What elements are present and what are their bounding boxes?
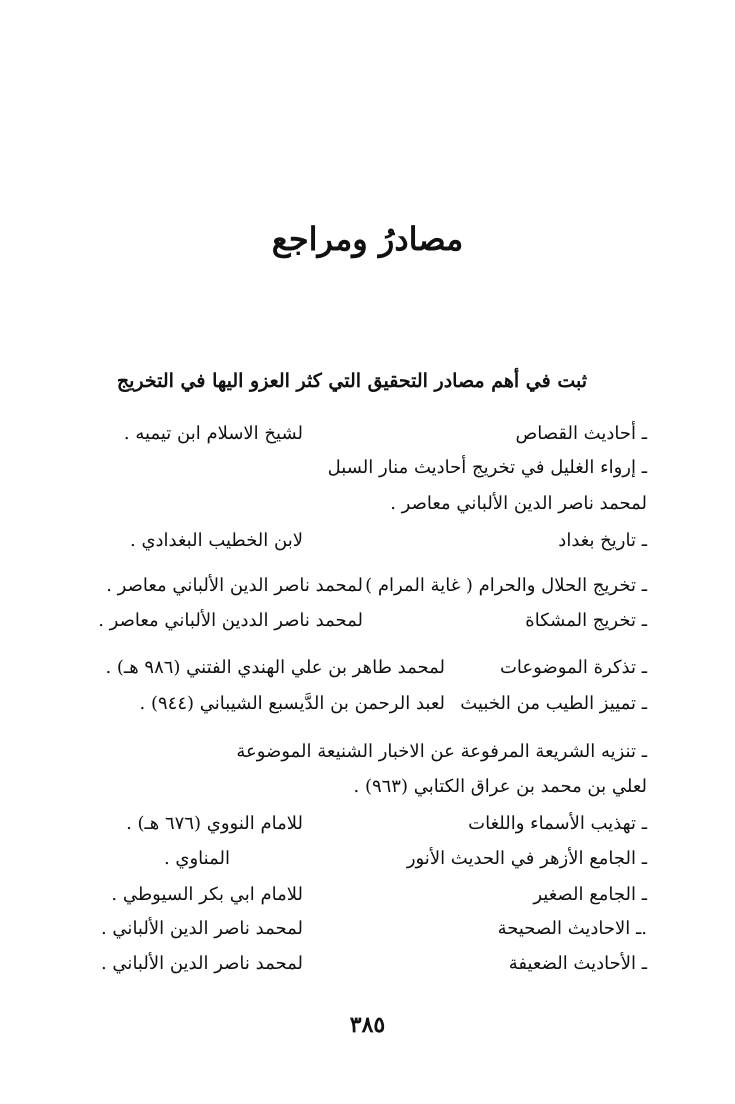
entry-title: ـ تهذيب الأسماء واللغات <box>468 813 647 834</box>
entry-title: ـ أحاديث القصاص <box>515 423 647 444</box>
bibliography-entry <box>0 605 735 637</box>
entry-title: ـ الجامع الأزهر في الحديث الأنور <box>406 848 647 869</box>
entry-author: لشيخ الاسلام ابن تيميه . <box>123 423 303 444</box>
page-number: ٣٨٥ <box>349 1012 386 1038</box>
entry-author: لمحمد طاهر بن علي الهندي الفتني (٩٨٦ هـ) . <box>105 657 445 678</box>
bibliography-entry <box>0 808 735 840</box>
bibliography-entry <box>0 418 735 450</box>
entry-author: لابن الخطيب البغدادي . <box>130 530 303 551</box>
entry-title: ـ الأحاديث الضعيفة <box>508 953 647 974</box>
bibliography-entry <box>0 879 735 911</box>
entry-title: ـ تمييز الطيب من الخبيث <box>460 693 647 714</box>
section-heading: ثبت في أهم مصادر التحقيق التي كثر العزو اليها في التخريج <box>116 370 587 392</box>
entry-author: لمحمد ناصر الددين الألباني معاصر . <box>98 610 363 631</box>
bibliography-entry <box>0 913 735 945</box>
bibliography-entry <box>0 843 735 875</box>
bibliography-entry <box>0 948 735 980</box>
entry-title-line: ـ تنزيه الشريعة المرفوعة عن الاخبار الشنيعة الموضوعة <box>236 741 647 762</box>
entry-title: ـ تخريج الحلال والحرام ( غاية المرام ) <box>365 575 647 596</box>
entry-author: للامام النووي (٦٧٦ هـ) . <box>126 813 303 834</box>
entry-title: ـ الجامع الصغير <box>533 884 647 905</box>
bibliography-entry <box>0 652 735 684</box>
entry-author: لعبد الرحمن بن الدَّيسبع الشيباني (٩٤٤) . <box>139 693 445 714</box>
entry-author-line: لعلي بن محمد بن عراق الكتابي (٩٦٣) . <box>353 776 647 797</box>
page-title: مصادرُ ومراجع <box>271 220 464 258</box>
bibliography-entry <box>0 570 735 602</box>
entry-author: لمحمد ناصر الدين الألباني . <box>100 953 303 974</box>
entry-title-line: ـ إرواء الغليل في تخريج أحاديث منار السبل <box>327 457 647 478</box>
bibliography-entry <box>0 525 735 557</box>
bibliography-entry <box>0 688 735 720</box>
entry-author: لمحمد ناصر الدين الألباني معاصر . <box>106 575 363 596</box>
entry-author: لمحمد ناصر الدين الألباني . <box>100 918 303 939</box>
entry-title: ـ تذكرة الموضوعات <box>499 657 647 678</box>
entry-author-line: لمحمد ناصر الدين الألباني معاصر . <box>390 493 647 514</box>
entry-author: المناوي . <box>163 848 230 869</box>
entry-title: ـ تاريخ بغداد <box>558 530 647 551</box>
entry-author: للامام ابي بكر السيوطي . <box>111 884 303 905</box>
entry-title: .ـ الاحاديث الصحيحة <box>497 918 647 939</box>
entry-title: ـ تخريج المشكاة <box>525 610 647 631</box>
